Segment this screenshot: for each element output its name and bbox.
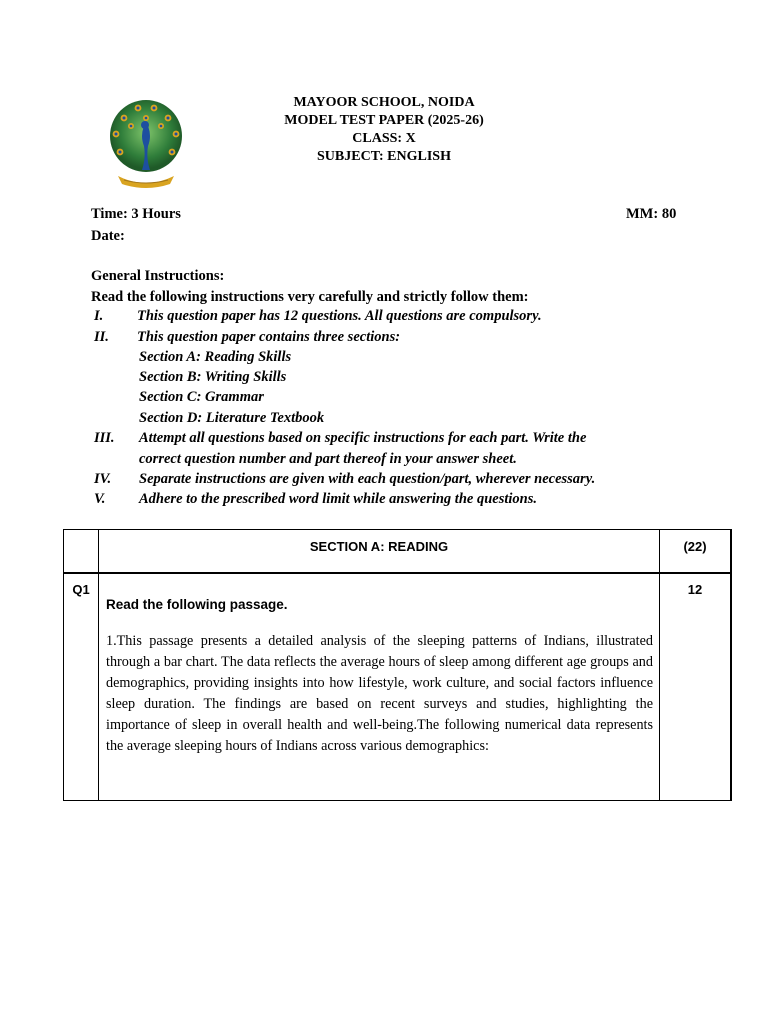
instruction-text-continued: correct question number and part thereof in your answer sheet. — [139, 451, 517, 467]
instruction-text: This question paper has 12 questions. All questions are compulsory. — [137, 308, 542, 324]
reading-passage: 1.This passage presents a detailed analysis of the sleeping patterns of Indians, illustrated through a bar chart. The data reflects the average hours of sleep among different age groups and demographics, providing insights into how lifestyle, work culture, and social factors influence sleep duration. The findings are based on recent surveys and studies, highlighting the importance of sleep in overall health and well-being.The following numerical data represents the average sleeping hours of Indians across various demographics: — [106, 633, 653, 754]
question-number: Q1 — [72, 582, 90, 597]
instruction-number: I. — [94, 308, 104, 324]
instructions-heading: General Instructions: — [91, 268, 225, 284]
section-list-item: Section A: Reading Skills — [139, 349, 292, 365]
section-list-item: Section B: Writing Skills — [139, 369, 287, 385]
time-label: Time: 3 Hours — [91, 206, 181, 222]
instruction-text: Separate instructions are given with each question/part, wherever necessary. — [139, 471, 596, 487]
instruction-number: II. — [94, 329, 109, 345]
section-list-item: Section D: Literature Textbook — [139, 410, 325, 426]
date-label: Date: — [91, 228, 125, 244]
max-marks: MM: 80 — [626, 206, 677, 222]
section-title: SECTION A: READING — [309, 539, 449, 554]
section-list-item: Section C: Grammar — [139, 389, 264, 405]
instruction-text: This question paper contains three sections: — [137, 329, 401, 345]
instruction-text: Adhere to the prescribed word limit while answering the questions. — [139, 491, 537, 507]
question-marks: 12 — [687, 582, 703, 597]
instructions-intro: Read the following instructions very carefully and strictly follow them: — [91, 289, 529, 305]
class-label: CLASS: X — [352, 131, 416, 146]
school-name: MAYOOR SCHOOL, NOIDA — [293, 95, 475, 110]
instruction-text: Attempt all questions based on specific instructions for each part. Write the — [139, 430, 587, 446]
instruction-number: V. — [94, 491, 106, 507]
paper-title: MODEL TEST PAPER (2025-26) — [284, 113, 484, 128]
subject-label: SUBJECT: ENGLISH — [317, 149, 451, 164]
question-heading: Read the following passage. — [106, 597, 288, 612]
section-marks: (22) — [683, 539, 707, 554]
peacock-logo-icon — [104, 96, 188, 192]
instruction-number: IV. — [94, 471, 112, 487]
instruction-number: III. — [94, 430, 115, 446]
